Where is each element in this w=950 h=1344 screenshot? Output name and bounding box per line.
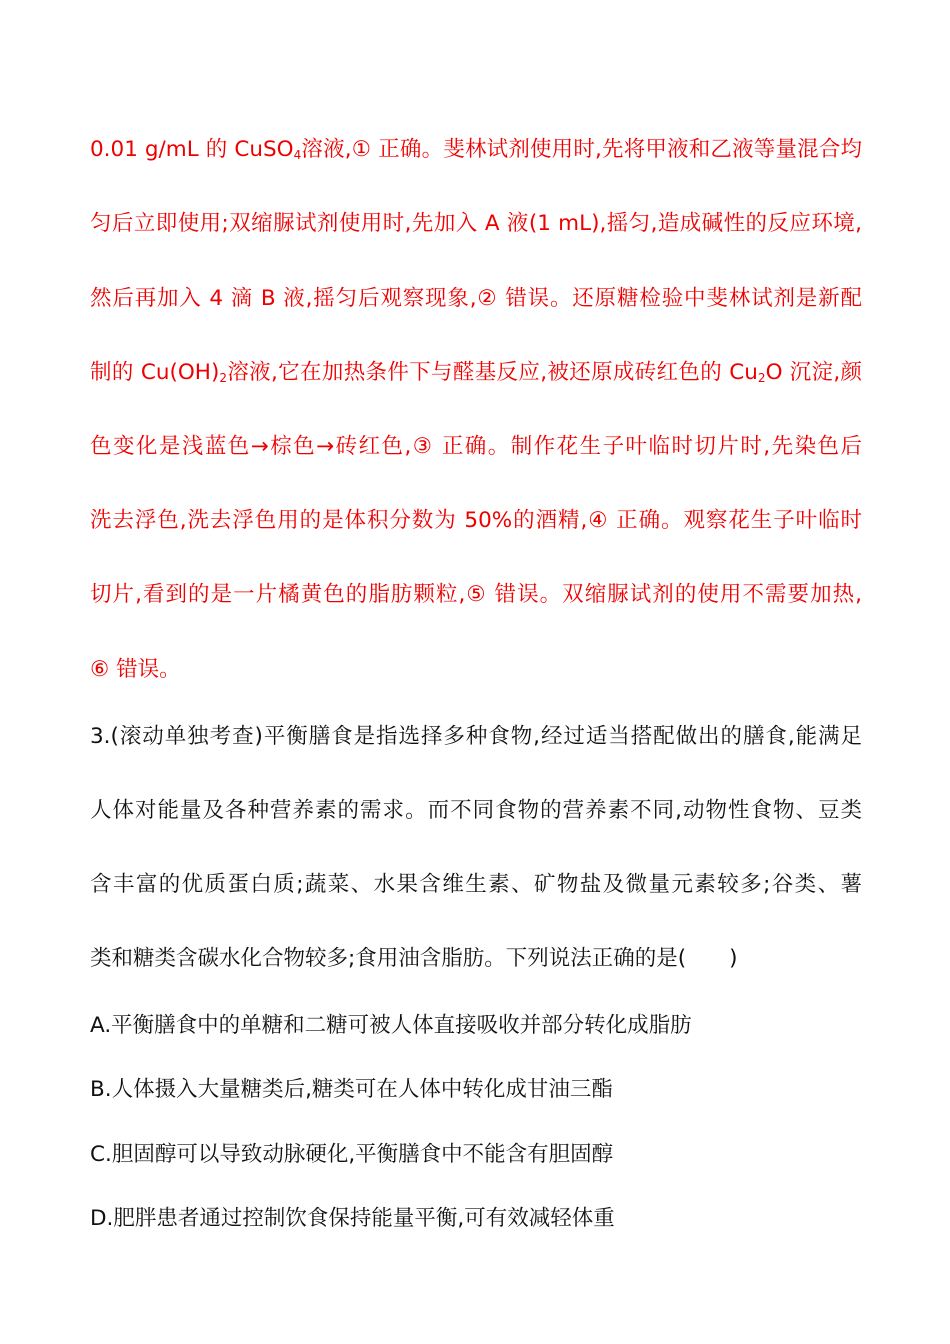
explanation-line-1 bbox=[90, 135, 862, 170]
explanation-line-5: 色变化是浅蓝色→棕色→砖红色,③ 正确。制作花生子叶临时切片时,先染色后 bbox=[90, 434, 862, 459]
subscript: 2 bbox=[219, 371, 227, 385]
explanation-text: 溶液,它在加热条件下与醛基反应,被还原成砖红色的 Cu bbox=[227, 360, 758, 385]
option-c: C.胆固醇可以导致动脉硬化,平衡膳食中不能含有胆固醇 bbox=[90, 1142, 614, 1167]
subscript: 4 bbox=[293, 148, 302, 162]
explanation-line-8: ⑥ 错误。 bbox=[90, 657, 181, 682]
explanation-line-4 bbox=[90, 358, 862, 393]
option-b: B.人体摄入大量糖类后,糖类可在人体中转化成甘油三酯 bbox=[90, 1077, 613, 1102]
explanation-line-7: 切片,看到的是一片橘黄色的脂肪颗粒,⑤ 错误。双缩脲试剂的使用不需要加热, bbox=[90, 582, 862, 607]
question-stem-line-1: 3.(滚动单独考查)平衡膳食是指选择多种食物,经过适当搭配做出的膳食,能满足 bbox=[90, 724, 862, 749]
question-stem-line-4: 类和糖类含碳水化合物较多;食用油含脂肪。下列说法正确的是( ) bbox=[90, 946, 738, 971]
question-stem-line-2: 人体对能量及各种营养素的需求。而不同食物的营养素不同,动物性食物、豆类 bbox=[90, 798, 862, 823]
explanation-line-3: 然后再加入 4 滴 B 液,摇匀后观察现象,② 错误。还原糖检验中斐林试剂是新配 bbox=[90, 286, 862, 311]
option-a: A.平衡膳食中的单糖和二糖可被人体直接吸收并部分转化成脂肪 bbox=[90, 1013, 692, 1038]
explanation-text: O 沉淀,颜 bbox=[765, 360, 863, 385]
question-stem-line-3: 含丰富的优质蛋白质;蔬菜、水果含维生素、矿物盐及微量元素较多;谷类、薯 bbox=[90, 872, 862, 897]
explanation-line-6: 洗去浮色,洗去浮色用的是体积分数为 50%的酒精,④ 正确。观察花生子叶临时 bbox=[90, 508, 862, 533]
explanation-text: 0.01 g/mL 的 CuSO bbox=[90, 137, 294, 162]
explanation-text: 制的 Cu(OH) bbox=[90, 360, 220, 385]
option-d: D.肥胖患者通过控制饮食保持能量平衡,可有效减轻体重 bbox=[90, 1206, 615, 1231]
explanation-text: 溶液,① 正确。斐林试剂使用时,先将甲液和乙液等量混合均 bbox=[301, 137, 862, 162]
explanation-line-2: 匀后立即使用;双缩脲试剂使用时,先加入 A 液(1 mL),摇匀,造成碱性的反应环境, bbox=[90, 211, 862, 236]
subscript: 2 bbox=[757, 371, 766, 385]
